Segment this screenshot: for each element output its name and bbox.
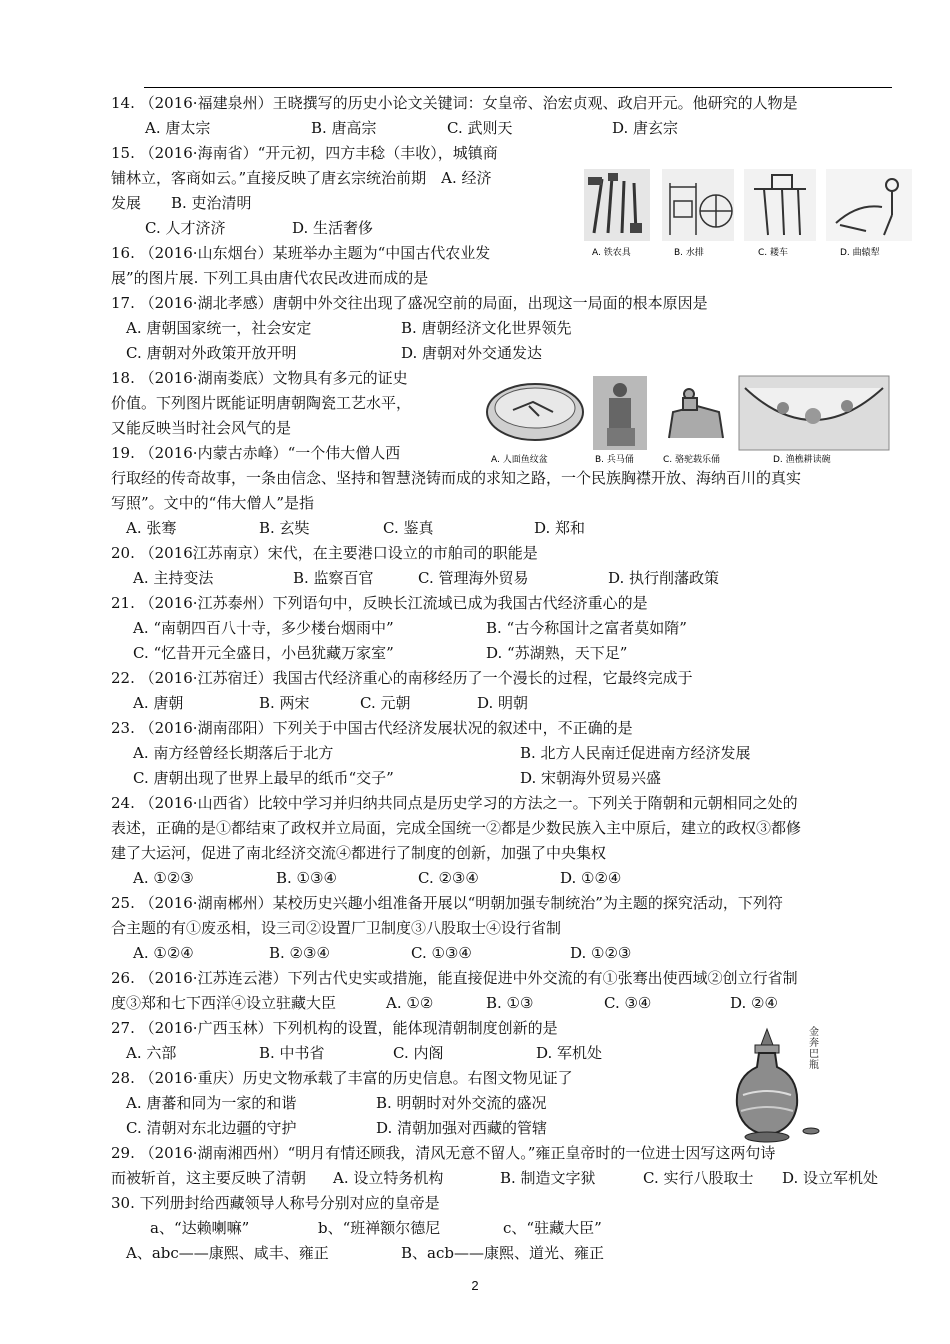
q27-option-a: A. 六部 xyxy=(126,1044,177,1062)
q29-option-d: D. 设立军机处 xyxy=(782,1169,879,1187)
q24-option-a: A. ①②③ xyxy=(133,869,194,887)
q14-option-c: C. 武则天 xyxy=(447,119,513,137)
golden-vase-figure xyxy=(727,1025,827,1147)
q23-stem: 23. （2016·湖南邵阳）下列关于中国古代经济发展状况的叙述中，不正确的是 xyxy=(111,719,633,737)
q19-option-a: A. 张骞 xyxy=(126,519,177,537)
q14-stem: 14. （2016·福建泉州）王晓撰写的历史小论文关键词：女皇帝、治宏贞观、政启开元。他研究的人物是 xyxy=(111,94,798,112)
q26-option-c: C. ③④ xyxy=(604,994,652,1012)
q20-option-c: C. 管理海外贸易 xyxy=(418,569,529,587)
q26-option-d: D. ②④ xyxy=(730,994,778,1012)
q25-line-1: 25. （2016·湖南郴州）某校历史兴趣小组准备开展以“明朝加强专制统治”为主题的探究活动，下列符 xyxy=(111,894,783,912)
q20-stem: 20. （2016江苏南京）宋代，在主要港口设立的市舶司的职能是 xyxy=(111,544,538,562)
caption-a: A. 人面鱼纹盆 xyxy=(491,455,548,465)
q19-option-b: B. 玄奘 xyxy=(259,519,310,537)
q27-option-b: B. 中书省 xyxy=(259,1044,325,1062)
q17-option-a: A. 唐朝国家统一，社会安定 xyxy=(126,319,312,337)
page-number: 2 xyxy=(471,1278,479,1293)
q25-line-2: 合主题的有①废丞相，设三司②设置厂卫制度③八股取士④设行省制 xyxy=(111,919,562,937)
q22-option-d: D. 明朝 xyxy=(477,694,529,712)
q23-option-d: D. 宋朝海外贸易兴盛 xyxy=(520,769,662,787)
artifacts-illustration xyxy=(483,372,893,468)
q17-option-d: D. 唐朝对外交通发达 xyxy=(401,344,543,362)
q26-option-a: A. ①② xyxy=(386,994,434,1012)
vase-caption: 金奔巴瓶 xyxy=(809,1027,819,1071)
q29-line-1: 29. （2016·湖南湘西州）“明月有情还顾我，清风无意不留人。”雍正皇帝时的一位进士因写这两句诗 xyxy=(111,1144,776,1162)
q21-option-b: B. “古今称国计之富者莫如隋” xyxy=(486,619,687,637)
q24-line-3: 建了大运河，促进了南北经济交流④都进行了制度的创新，加强了中央集权 xyxy=(111,844,607,862)
q30-item-b: b、“班禅额尔德尼 xyxy=(318,1219,441,1237)
caption-b: B. 兵马俑 xyxy=(595,455,634,465)
q19-option-d: D. 郑和 xyxy=(534,519,586,537)
q25-option-c: C. ①③④ xyxy=(411,944,472,962)
q17-stem: 17. （2016·湖北孝感）唐朝中外交往出现了盛况空前的局面，出现这一局面的根本原因是 xyxy=(111,294,708,312)
caption-c: C. 骆驼载乐俑 xyxy=(663,455,721,465)
q21-stem: 21. （2016·江苏泰州）下列语句中，反映长江流域已成为我国古代经济重心的是 xyxy=(111,594,648,612)
q24-option-b: B. ①③④ xyxy=(276,869,337,887)
q26-option-b: B. ①③ xyxy=(486,994,534,1012)
caption-a: A. 铁农具 xyxy=(592,248,631,258)
q24-option-c: C. ②③④ xyxy=(418,869,479,887)
q28-option-c: C. 清朝对东北边疆的守护 xyxy=(126,1119,297,1137)
q21-option-a: A. “南朝四百八十寺，多少楼台烟雨中” xyxy=(133,619,394,637)
q18-line-2: 价值。下列图片既能证明唐朝陶瓷工艺水平， xyxy=(111,394,412,412)
q21-option-d: D. “苏湖熟，天下足” xyxy=(486,644,628,662)
q25-option-d: D. ①②③ xyxy=(570,944,632,962)
q30-item-c: c、“驻藏大臣” xyxy=(503,1219,602,1237)
q15-line-2: 铺林立，客商如云。”直接反映了唐玄宗统治前期 A. 经济 xyxy=(111,169,492,187)
q20-option-d: D. 执行削藩政策 xyxy=(608,569,720,587)
q28-option-b: B. 明朝时对外交流的盛况 xyxy=(376,1094,547,1112)
q14-option-b: B. 唐高宗 xyxy=(311,119,377,137)
q29-option-b: B. 制造文字狱 xyxy=(500,1169,596,1187)
q19-line-1: 19. （2016·内蒙古赤峰）“一个伟大僧人西 xyxy=(111,444,401,462)
q30-option-a: A、abc——康熙、咸丰、雍正 xyxy=(126,1244,329,1262)
q18-line-3: 又能反映当时社会风气的是 xyxy=(111,419,292,437)
q27-stem: 27. （2016·广西玉林）下列机构的设置，能体现清朝制度创新的是 xyxy=(111,1019,558,1037)
q24-option-d: D. ①②④ xyxy=(560,869,622,887)
q23-option-b: B. 北方人民南迁促进南方经济发展 xyxy=(520,744,751,762)
q14-option-d: D. 唐玄宗 xyxy=(612,119,679,137)
q18-line-1: 18. （2016·湖南娄底）文物具有多元的证史 xyxy=(111,369,408,387)
q29-line-2: 而被斩首，这主要反映了清朝 xyxy=(111,1169,307,1187)
q15-line-3: 发展 B. 吏治清明 xyxy=(111,194,252,212)
q26-line-2: 度③郑和七下西洋④设立驻藏大臣 xyxy=(111,994,337,1012)
q24-line-1: 24. （2016·山西省）比较中学习并归纳共同点是历史学习的方法之一。下列关于隋朝和元朝相同之处的 xyxy=(111,794,798,812)
q27-option-c: C. 内阁 xyxy=(393,1044,444,1062)
q25-option-a: A. ①②④ xyxy=(133,944,194,962)
caption-c: C. 耧车 xyxy=(758,248,789,258)
q29-option-c: C. 实行八股取士 xyxy=(643,1169,754,1187)
caption-d: D. 渔樵耕读碗 xyxy=(773,455,831,465)
q22-option-b: B. 两宋 xyxy=(259,694,310,712)
q16-line-2: 展”的图片展. 下列工具由唐代农民改进而成的是 xyxy=(111,269,429,287)
q30-stem: 30. 下列册封给西藏领导人称号分别对应的皇帝是 xyxy=(111,1194,440,1212)
q23-option-a: A. 南方经曾经长期落后于北方 xyxy=(133,744,334,762)
q17-option-b: B. 唐朝经济文化世界领先 xyxy=(401,319,572,337)
q26-line-1: 26. （2016·江苏连云港）下列古代史实或措施，能直接促进中外交流的有①张骞出使西域②创立行省制 xyxy=(111,969,798,987)
q25-option-b: B. ②③④ xyxy=(269,944,330,962)
q27-option-d: D. 军机处 xyxy=(536,1044,603,1062)
q15-option-c: C. 人才济济 xyxy=(145,219,226,237)
q15-option-d: D. 生活奢侈 xyxy=(292,219,374,237)
farming-tools-illustration xyxy=(578,163,918,263)
q22-stem: 22. （2016·江苏宿迁）我国古代经济重心的南移经历了一个漫长的过程，它最终完成于 xyxy=(111,669,693,687)
farming-tools-figure xyxy=(578,163,918,263)
caption-d: D. 曲辕犁 xyxy=(840,248,880,258)
q19-option-c: C. 鉴真 xyxy=(383,519,434,537)
q22-option-c: C. 元朝 xyxy=(360,694,411,712)
q17-option-c: C. 唐朝对外政策开放开明 xyxy=(126,344,297,362)
q23-option-c: C. 唐朝出现了世界上最早的纸币“交子” xyxy=(133,769,394,787)
q19-line-3: 写照”。文中的“伟大僧人”是指 xyxy=(111,494,315,512)
caption-b: B. 水排 xyxy=(674,248,704,258)
q16-line-1: 16. （2016·山东烟台）某班举办主题为“中国古代农业发 xyxy=(111,244,491,262)
q24-line-2: 表述，正确的是①都结束了政权并立局面，完成全国统一②都是少数民族入主中原后，建立的政权③都修 xyxy=(111,819,802,837)
q28-option-a: A. 唐蕃和同为一家的和谐 xyxy=(126,1094,297,1112)
q20-option-b: B. 监察百官 xyxy=(293,569,374,587)
header-rule xyxy=(144,87,892,88)
q29-option-a: A. 设立特务机构 xyxy=(333,1169,444,1187)
q22-option-a: A. 唐朝 xyxy=(133,694,184,712)
artifacts-figure xyxy=(483,372,893,468)
q28-stem: 28. （2016·重庆）历史文物承载了丰富的历史信息。右图文物见证了 xyxy=(111,1069,573,1087)
q30-option-b: B、acb——康熙、道光、雍正 xyxy=(401,1244,604,1262)
q20-option-a: A. 主持变法 xyxy=(133,569,214,587)
q14-option-a: A. 唐太宗 xyxy=(145,119,211,137)
q21-option-c: C. “忆昔开元全盛日，小邑犹藏万家室” xyxy=(133,644,394,662)
q19-line-2: 行取经的传奇故事，一条由信念、坚持和智慧浇铸而成的求知之路，一个民族胸襟开放、海纳百川的真实 xyxy=(111,469,802,487)
q15-line-1: 15. （2016·海南省）“开元初，四方丰稔（丰收），城镇商 xyxy=(111,144,498,162)
q28-option-d: D. 清朝加强对西藏的管辖 xyxy=(376,1119,548,1137)
q30-item-a: a、“达赖喇嘛” xyxy=(150,1219,250,1237)
